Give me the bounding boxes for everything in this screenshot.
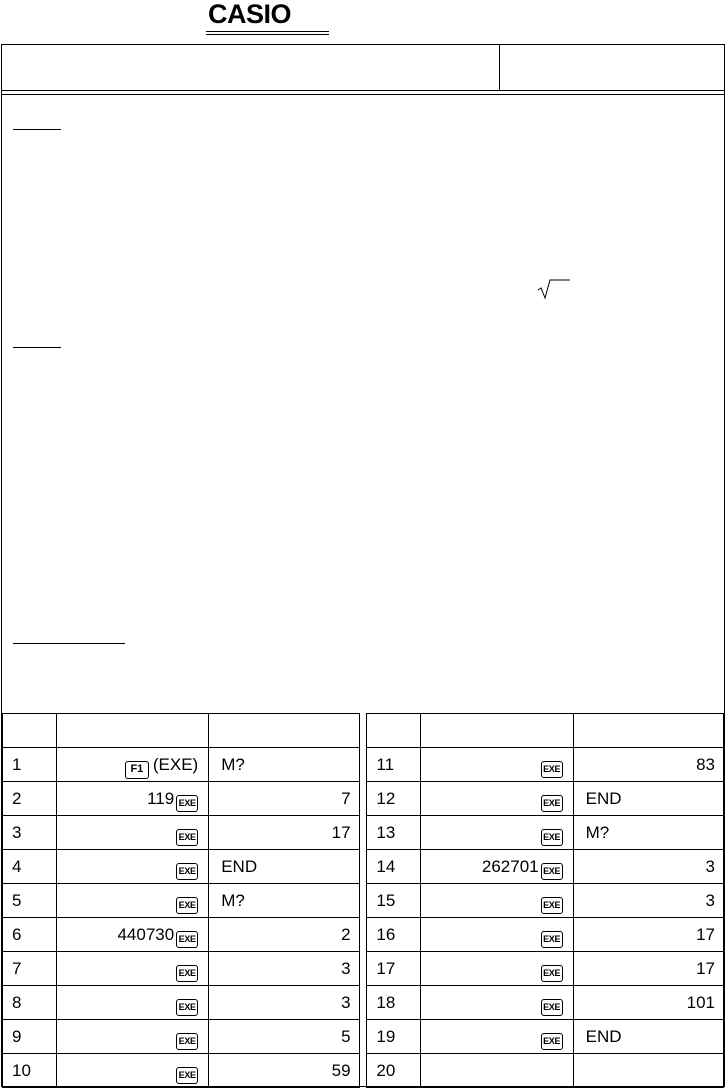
key-text: 440730 <box>117 925 175 944</box>
header-cell <box>209 714 359 748</box>
display-cell: 5 <box>209 1020 359 1054</box>
key-text: 262701 <box>481 857 539 876</box>
key-cell <box>56 884 209 918</box>
column-gap <box>359 918 367 952</box>
header-row <box>2 45 724 91</box>
exe-key-icon: EXE <box>176 1067 198 1084</box>
header-cell <box>367 714 421 748</box>
display-cell: M? <box>573 816 723 850</box>
exe-key-icon: EXE <box>541 931 563 948</box>
step-number: 1 <box>3 748 57 782</box>
column-gap <box>359 850 367 884</box>
key-cell <box>56 952 209 986</box>
step-number: 9 <box>3 1020 57 1054</box>
casio-logo: CASIO <box>208 0 292 29</box>
column-gap <box>359 952 367 986</box>
display-cell: 3 <box>573 884 723 918</box>
display-cell: END <box>573 782 723 816</box>
key-cell <box>421 850 574 884</box>
column-gap <box>359 748 367 782</box>
exe-key-icon: EXE <box>541 795 563 812</box>
header-cell <box>56 714 209 748</box>
title-cell <box>2 45 500 90</box>
header-cell <box>573 714 723 748</box>
exe-key-icon: EXE <box>541 897 563 914</box>
step-number: 15 <box>367 884 421 918</box>
step-number: 14 <box>367 850 421 884</box>
display-cell: END <box>209 850 359 884</box>
f1-key-icon: F1 <box>125 761 149 779</box>
key-cell <box>421 1020 574 1054</box>
table-row <box>3 850 724 884</box>
number-cell <box>500 45 724 90</box>
table-row <box>3 748 724 782</box>
key-cell <box>56 782 209 816</box>
exe-key-icon: EXE <box>541 1033 563 1050</box>
exe-key-icon: EXE <box>176 999 198 1016</box>
key-cell <box>56 986 209 1020</box>
exe-key-icon: EXE <box>176 897 198 914</box>
key-cell <box>56 1020 209 1054</box>
column-gap <box>359 1020 367 1054</box>
table-row <box>3 918 724 952</box>
key-cell <box>421 918 574 952</box>
display-cell: 17 <box>573 918 723 952</box>
key-cell <box>56 850 209 884</box>
table-row <box>3 1054 724 1088</box>
step-number: 10 <box>3 1054 57 1088</box>
key-cell <box>56 918 209 952</box>
display-cell: M? <box>209 884 359 918</box>
step-number: 19 <box>367 1020 421 1054</box>
section-underline-1 <box>13 129 61 130</box>
step-number: 20 <box>367 1054 421 1088</box>
column-gap <box>359 816 367 850</box>
exe-key-icon: EXE <box>176 965 198 982</box>
key-text: 119 <box>147 789 175 808</box>
key-cell <box>56 816 209 850</box>
exe-key-icon: EXE <box>541 965 563 982</box>
step-number: 4 <box>3 850 57 884</box>
display-cell: 17 <box>209 816 359 850</box>
table-row <box>3 986 724 1020</box>
key-cell <box>421 884 574 918</box>
header-cell <box>359 714 367 748</box>
exe-key-icon: EXE <box>541 999 563 1016</box>
exe-key-icon: EXE <box>541 761 563 778</box>
step-number: 7 <box>3 952 57 986</box>
key-cell <box>421 986 574 1020</box>
header-cell <box>421 714 574 748</box>
table-header-row <box>3 714 724 748</box>
column-gap <box>359 1054 367 1088</box>
display-cell: 59 <box>209 1054 359 1088</box>
key-cell <box>421 782 574 816</box>
exe-key-icon: EXE <box>176 795 198 812</box>
header-cell <box>3 714 57 748</box>
key-text: (EXE) <box>152 755 199 774</box>
table-row <box>3 782 724 816</box>
key-cell <box>56 1054 209 1088</box>
display-cell: END <box>573 1020 723 1054</box>
table-row <box>3 952 724 986</box>
display-cell: 3 <box>209 952 359 986</box>
table-row <box>3 884 724 918</box>
key-operation-table <box>2 713 724 1088</box>
step-number: 2 <box>3 782 57 816</box>
table-row <box>3 816 724 850</box>
exe-key-icon: EXE <box>176 1033 198 1050</box>
key-cell <box>421 748 574 782</box>
step-number: 11 <box>367 748 421 782</box>
display-cell: 2 <box>209 918 359 952</box>
key-cell <box>56 748 209 782</box>
exe-key-icon: EXE <box>541 829 563 846</box>
step-number: 17 <box>367 952 421 986</box>
display-cell: 3 <box>573 850 723 884</box>
display-cell: 83 <box>573 748 723 782</box>
logo-underline <box>206 31 329 39</box>
display-cell: 3 <box>209 986 359 1020</box>
exe-key-icon: EXE <box>541 863 563 880</box>
display-cell: 101 <box>573 986 723 1020</box>
step-number: 16 <box>367 918 421 952</box>
key-cell <box>421 816 574 850</box>
step-number: 3 <box>3 816 57 850</box>
exe-key-icon: EXE <box>176 829 198 846</box>
column-gap <box>359 986 367 1020</box>
section-underline-2 <box>13 347 61 348</box>
display-cell: 17 <box>573 952 723 986</box>
section-underline-3 <box>13 643 125 644</box>
exe-key-icon: EXE <box>176 931 198 948</box>
worksheet-frame <box>1 44 725 1087</box>
square-root-symbol <box>537 278 571 300</box>
display-cell <box>573 1054 723 1088</box>
step-number: 5 <box>3 884 57 918</box>
key-cell <box>421 952 574 986</box>
step-number: 13 <box>367 816 421 850</box>
display-cell: M? <box>209 748 359 782</box>
display-cell: 7 <box>209 782 359 816</box>
column-gap <box>359 884 367 918</box>
exe-key-icon: EXE <box>176 863 198 880</box>
step-number: 12 <box>367 782 421 816</box>
header-divider <box>2 94 724 95</box>
step-number: 6 <box>3 918 57 952</box>
step-number: 18 <box>367 986 421 1020</box>
key-cell <box>421 1054 574 1088</box>
step-number: 8 <box>3 986 57 1020</box>
column-gap <box>359 782 367 816</box>
table-row <box>3 1020 724 1054</box>
